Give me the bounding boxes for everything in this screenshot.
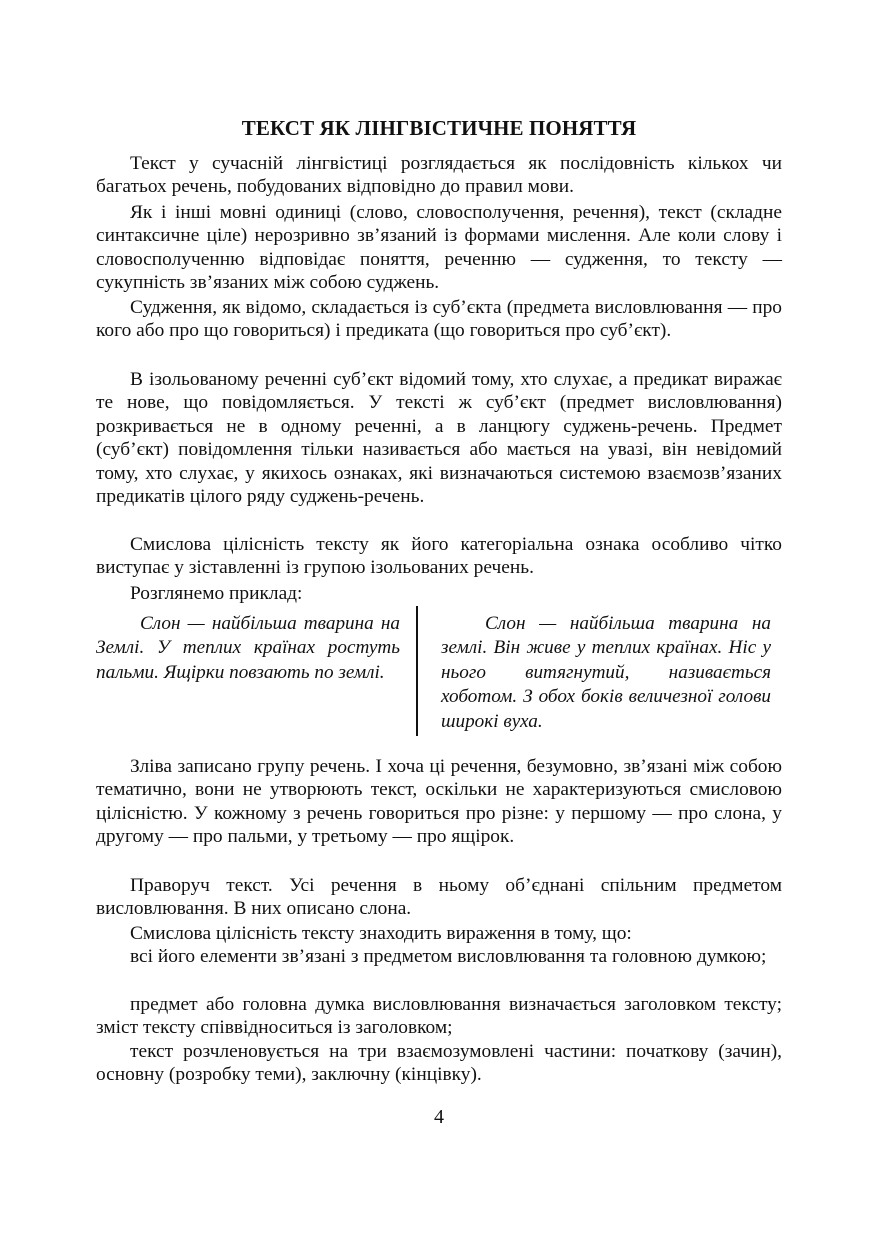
paragraph: Текст у сучасній лінгвістиці розглядається як послідовність кількох чи багатьох речень, побудованих відповідно до правил мови. bbox=[96, 153, 782, 198]
example-right-column: Слон — найбільша тварина на землі. Він живе у теплих країнах. Ніс у нього витягнутий, називається хоботом. З обох боків величезної голови широкі вуха. bbox=[441, 613, 771, 732]
paragraph: предмет або головна думка висловлювання визначається заголовком тексту; зміст тексту співвідноситься із заголовком; bbox=[96, 994, 782, 1039]
column-divider bbox=[416, 606, 418, 736]
paragraph: Судження, як відомо, складається із суб’єкта (предмета висловлювання — про кого або про що говориться) і предиката (що говориться про суб’єкт). bbox=[96, 297, 782, 342]
paragraph: всі його елементи зв’язані з предметом висловлювання та головною думкою; bbox=[130, 946, 767, 967]
paragraph: Праворуч текст. Усі речення в ньому об’єднані спільним предметом висловлювання. В них описано слона. bbox=[96, 875, 782, 920]
paragraph: В ізольованому реченні суб’єкт відомий тому, хто слухає, а предикат виражає те нове, що повідомляється. У тексті ж суб’єкт (предмет висловлювання) розкривається не в одному реченні, а в ланцюгу суджень-речень. Предмет (суб’єкт) повідомлення тільки називається або мається на увазі, він невідомий тому, хто слухає, у якихось ознаках, які визначаються системою взаємозв’язаних предикатів цілого ряду суджень-речень. bbox=[96, 369, 782, 508]
example-left-column: Слон — найбільша тварина на Землі. У теплих країнах ростуть пальми. Ящірки повзають по землі. bbox=[96, 613, 400, 683]
paragraph: Смислова цілісність тексту як його категоріальна ознака особливо чітко виступає у зіставленні із групою ізольованих речень. bbox=[96, 534, 782, 579]
example-block bbox=[96, 612, 782, 738]
paragraph: Розглянемо приклад: bbox=[130, 583, 303, 604]
paragraph: Смислова цілісність тексту знаходить вираження в тому, що: bbox=[130, 923, 632, 944]
paragraph: текст розчленовується на три взаємозумовлені частини: початкову (зачин), основну (розробку теми), заключну (кінцівку). bbox=[96, 1041, 782, 1086]
page-title: ТЕКСТ ЯК ЛІНГВІСТИЧНЕ ПОНЯТТЯ bbox=[241, 116, 637, 140]
paragraph: Зліва записано групу речень. І хоча ці речення, безумовно, зв’язані між собою тематично, вони не утворюють текст, оскільки не характеризуються смисловою цілісністю. У кожному з речень говориться про різне: у першому — про слона, у другому — про пальми, у третьому — про ящірок. bbox=[96, 756, 782, 848]
page-number: 4 bbox=[434, 1106, 444, 1128]
paragraph: Як і інші мовні одиниці (слово, словосполучення, речення), текст (складне синтаксичне ціле) нерозривно зв’язаний із формами мислення. Але коли слову і словосполученню відповідає поняття, реченню — судження, то тексту — сукупність зв’язаних між собою суджень. bbox=[96, 202, 782, 294]
